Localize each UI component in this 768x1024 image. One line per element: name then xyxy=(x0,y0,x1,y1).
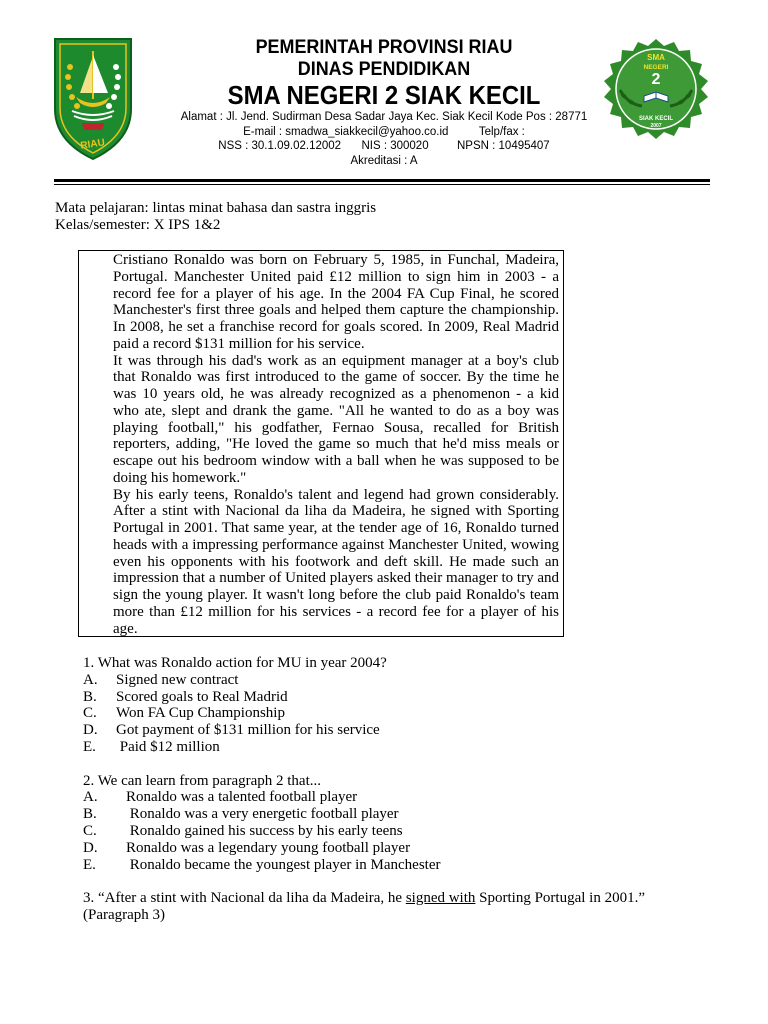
letterhead-department: DINAS PENDIDIKAN xyxy=(297,58,471,80)
class-line: Kelas/semester: X IPS 1&2 xyxy=(55,216,221,233)
option-text: Paid $12 million xyxy=(116,738,220,755)
question-list xyxy=(83,655,703,941)
school-emblem-mid: NEGERI xyxy=(643,64,669,71)
letterhead-email: E-mail : smadwa_siakkecil@yahoo.co.id xyxy=(243,125,449,138)
riau-emblem-logo xyxy=(52,37,134,161)
option-key: D. xyxy=(83,722,98,739)
subject-line: Mata pelajaran: lintas minat bahasa dan sastra inggris xyxy=(55,200,377,216)
answer-option[interactable] xyxy=(83,840,703,857)
option-text: Ronaldo became the youngest player in Manchester xyxy=(126,856,441,873)
question-stem-reference: (Paragraph 3) xyxy=(83,906,166,923)
option-key: E. xyxy=(83,856,96,873)
letterhead xyxy=(160,36,608,168)
letterhead-nss: NSS : 30.1.09.02.12002 xyxy=(218,140,342,152)
option-text: Ronaldo gained his success by his early teens xyxy=(126,822,403,839)
answer-option[interactable] xyxy=(83,789,703,806)
question-stem xyxy=(83,890,703,907)
option-text: Ronaldo was a legendary young football player xyxy=(126,839,411,856)
letterhead-contact xyxy=(160,125,608,140)
option-text: Ronaldo was a very energetic football player xyxy=(126,806,399,823)
letterhead-ids xyxy=(160,139,608,154)
exam-meta xyxy=(55,200,376,233)
school-emblem-year: 2007 xyxy=(650,123,662,129)
letterhead-phone: Telp/fax : xyxy=(478,125,525,138)
option-text: Won FA Cup Championship xyxy=(116,705,285,722)
school-emblem-top: SMA xyxy=(647,53,665,62)
passage-paragraph-3: By his early teens, Ronaldo's talent and legend had grown considerably. After a stint with Nacional da liha da Madeira, he signed with Sporting Portugal in 2001. That same year, at the tender age of 16, Ronaldo turned heads with a impressing performance against Manchester United, wowing even his opponents with his footwork and deft skill. He made such an impression that a number of United players asked their manager to try and sign the young player. It wasn't long before the club paid Ronaldo's team more than £12 million for his services - a record fee for a player of his age. xyxy=(113,486,559,637)
option-key: C. xyxy=(83,822,97,839)
school-emblem-bottom: SIAK KECIL xyxy=(638,116,674,122)
option-key: A. xyxy=(83,789,98,806)
letterhead-rule-thin xyxy=(54,184,710,185)
question-stem: 1. What was Ronaldo action for MU in year 2004? xyxy=(83,655,387,671)
answer-option[interactable] xyxy=(83,823,703,840)
option-key: A. xyxy=(83,671,98,688)
school-emblem-logo xyxy=(598,38,714,150)
letterhead-npsn: NPSN : 10495407 xyxy=(457,140,550,152)
question-stem-start: 3. “After a stint with Nacional da liha da Madeira, he xyxy=(83,890,406,907)
answer-option[interactable] xyxy=(83,739,703,756)
option-key: B. xyxy=(83,806,97,823)
school-emblem-number: 2 xyxy=(651,71,661,88)
letterhead-province: PEMERINTAH PROVINSI RIAU xyxy=(255,36,513,58)
answer-option[interactable] xyxy=(83,857,703,874)
question-stem: 2. We can learn from paragraph 2 that... xyxy=(83,772,322,789)
answer-option[interactable] xyxy=(83,705,703,722)
option-key: B. xyxy=(83,688,97,705)
option-key: D. xyxy=(83,839,98,856)
answer-option[interactable] xyxy=(83,806,703,823)
letterhead-rule-thick xyxy=(54,179,710,182)
question-2 xyxy=(83,773,703,874)
option-key: C. xyxy=(83,705,97,722)
answer-option[interactable] xyxy=(83,722,703,739)
option-text: Scored goals to Real Madrid xyxy=(116,688,288,705)
letterhead-accreditation: Akreditasi : A xyxy=(350,154,418,167)
passage-paragraph-2: It was through his dad's work as an equipment manager at a boy's club that Ronaldo was first introduced to the game of soccer. By the time he was 10 years old, he was already recognized as a phenomenon - a kid who ate, slept and drank the game. "All he wanted to do as a boy was playing football," his godfather, Fernao Sousa, recalled for British reporters, adding, "He loved the game so much that he'd miss meals or escape out his bedroom window with a ball when he was supposed to be doing his homework." xyxy=(113,352,559,486)
underlined-phrase: signed with xyxy=(405,890,476,907)
option-text: Got payment of $131 million for his service xyxy=(116,722,380,739)
passage-paragraph-1: Cristiano Ronaldo was born on February 5, 1985, in Funchal, Madeira, Portugal. Manchester United paid £12 million to sign him in 2003 - a record fee for a player of his age. In the 2004 FA Cup Final, he scored Manchester's first three goals and helped them capture the championship. In 2008, he set a franchise record for goals scored. In 2009, Real Madrid paid a record $131 million for his service. xyxy=(113,252,559,352)
letterhead-school-name: SMA NEGERI 2 SIAK KECIL xyxy=(227,80,541,110)
option-text: Signed new contract xyxy=(116,671,239,688)
answer-option[interactable] xyxy=(83,689,703,706)
question-stem-end: Sporting Portugal in 2001.” xyxy=(475,890,645,907)
option-key: E. xyxy=(83,738,96,755)
riau-emblem-text: RIAU xyxy=(79,137,106,152)
reading-passage-box xyxy=(78,250,564,637)
letterhead-address: Alamat : Jl. Jend. Sudirman Desa Sadar Jaya Kec. Siak Kecil Kode Pos : 28771 xyxy=(180,111,588,123)
answer-option[interactable] xyxy=(83,672,703,689)
option-text: Ronaldo was a talented football player xyxy=(126,789,358,806)
letterhead-nis: NIS : 300020 xyxy=(361,140,429,152)
question-1 xyxy=(83,655,703,756)
question-3 xyxy=(83,890,703,924)
